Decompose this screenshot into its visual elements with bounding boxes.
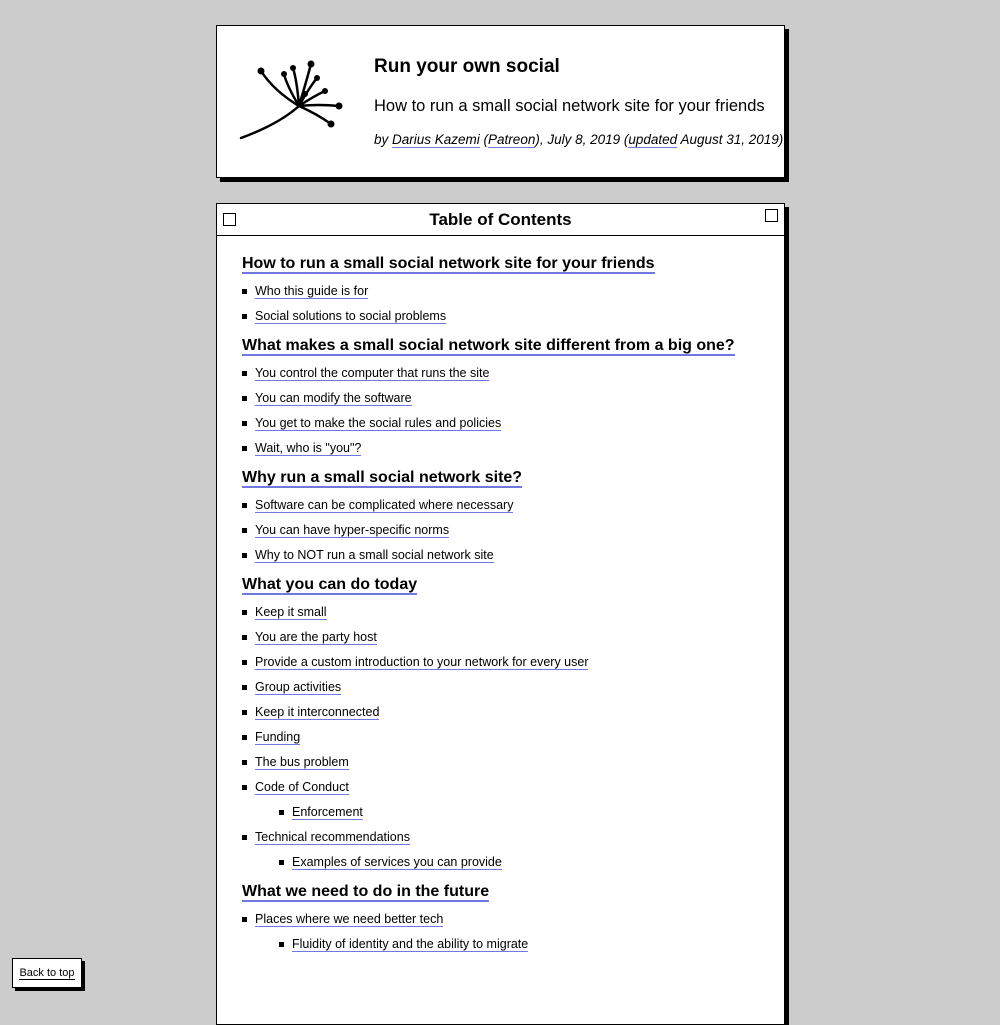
toc-item — [242, 729, 772, 745]
header-card — [216, 25, 785, 178]
toc-item-link[interactable]: Keep it interconnected — [255, 705, 380, 719]
toc-item — [242, 365, 772, 381]
author-link[interactable]: Darius Kazemi — [392, 132, 480, 147]
site-subtitle: How to run a small social network site for your friends — [374, 97, 765, 115]
toc-item — [242, 704, 772, 720]
toc-item-link[interactable]: Code of Conduct — [255, 780, 349, 794]
toc-item-link[interactable]: Who this guide is for — [255, 284, 369, 298]
toc-item — [242, 829, 772, 845]
toc-section — [242, 575, 772, 870]
byline-updated-date: August 31, 2019) — [677, 132, 784, 147]
toc-section-heading-link[interactable]: What you can do today — [242, 576, 418, 593]
toc-card — [216, 203, 785, 1025]
toc-item-link[interactable]: You control the computer that runs the site — [255, 366, 490, 380]
toc-item — [242, 604, 772, 620]
toc-item — [242, 308, 772, 324]
toc-item — [242, 547, 772, 563]
back-to-top-link[interactable]: Back to top — [19, 967, 75, 979]
toc-item — [242, 754, 772, 770]
toc-section-heading-link[interactable]: How to run a small social network site for your friends — [242, 255, 655, 272]
byline-paren: ( — [479, 132, 489, 147]
byline-date: ), July 8, 2019 ( — [535, 132, 629, 147]
toc-item-list — [242, 497, 772, 563]
updated-link[interactable]: updated — [628, 132, 678, 147]
toc-subitem — [279, 804, 772, 820]
toc-item-list — [242, 365, 772, 456]
toc-item-link[interactable]: Group activities — [255, 680, 342, 694]
toc-title: Table of Contents — [429, 210, 572, 229]
toc-item — [242, 497, 772, 513]
toc-subitem-link[interactable]: Enforcement — [292, 805, 363, 819]
toc-item-link[interactable]: Keep it small — [255, 605, 327, 619]
toc-section-heading — [242, 575, 417, 595]
toc-subitem-list — [242, 804, 772, 820]
toc-item-link[interactable]: Funding — [255, 730, 301, 744]
toc-section-heading-link[interactable]: Why run a small social network site? — [242, 469, 523, 486]
toc-section-heading — [242, 468, 522, 488]
toc-item-link[interactable]: Software can be complicated where necessary — [255, 498, 514, 512]
toc-item — [242, 390, 772, 406]
toc-subitem-link[interactable]: Fluidity of identity and the ability to migrate — [292, 937, 529, 951]
toc-subitem-link[interactable]: Examples of services you can provide — [292, 855, 502, 869]
toc-toggle-checkbox-left[interactable] — [223, 213, 236, 226]
toc-item-list — [242, 911, 772, 952]
toc-section-heading — [242, 254, 655, 274]
toc-subitem-list — [242, 854, 772, 870]
toc-section-heading-link[interactable]: What makes a small social network site different from a big one? — [242, 337, 735, 354]
toc-item-link[interactable]: You can have hyper-specific norms — [255, 523, 450, 537]
toc-item-link[interactable]: You can modify the software — [255, 391, 412, 405]
toc-item — [242, 629, 772, 645]
toc-item — [242, 654, 772, 670]
toc-item — [242, 415, 772, 431]
toc-item — [242, 779, 772, 795]
toc-item-link[interactable]: The bus problem — [255, 755, 349, 769]
toc-item — [242, 522, 772, 538]
toc-item-link[interactable]: You are the party host — [255, 630, 377, 644]
toc-body — [242, 254, 772, 952]
byline — [374, 132, 783, 147]
toc-section — [242, 882, 772, 952]
byline-by: by — [374, 132, 393, 147]
toc-item-list — [242, 283, 772, 324]
patreon-link[interactable]: Patreon — [488, 132, 536, 147]
toc-item-link[interactable]: Wait, who is "you"? — [255, 441, 362, 455]
toc-item — [242, 911, 772, 927]
toc-section-heading-link[interactable]: What we need to do in the future — [242, 883, 490, 900]
toc-section-heading — [242, 336, 735, 356]
toc-item-link[interactable]: Provide a custom introduction to your network for every user — [255, 655, 589, 669]
toc-section-heading — [242, 882, 489, 902]
dandelion-logo-icon — [239, 56, 349, 146]
toc-item — [242, 440, 772, 456]
toc-section — [242, 336, 772, 456]
toc-item — [242, 283, 772, 299]
toc-item-link[interactable]: Why to NOT run a small social network site — [255, 548, 494, 562]
toc-item-list — [242, 604, 772, 870]
site-title: Run your own social — [374, 56, 560, 77]
toc-subitem-list — [242, 936, 772, 952]
toc-item-link[interactable]: Places where we need better tech — [255, 912, 444, 926]
toc-item-link[interactable]: You get to make the social rules and policies — [255, 416, 502, 430]
toc-item-link[interactable]: Technical recommendations — [255, 830, 410, 844]
toc-toggle-checkbox-right[interactable] — [765, 209, 778, 222]
toc-item — [242, 679, 772, 695]
toc-subitem — [279, 854, 772, 870]
back-to-top-box — [12, 958, 82, 988]
toc-header — [217, 204, 784, 236]
toc-subitem — [279, 936, 772, 952]
toc-section — [242, 468, 772, 563]
toc-section — [242, 254, 772, 324]
toc-item-link[interactable]: Social solutions to social problems — [255, 309, 447, 323]
